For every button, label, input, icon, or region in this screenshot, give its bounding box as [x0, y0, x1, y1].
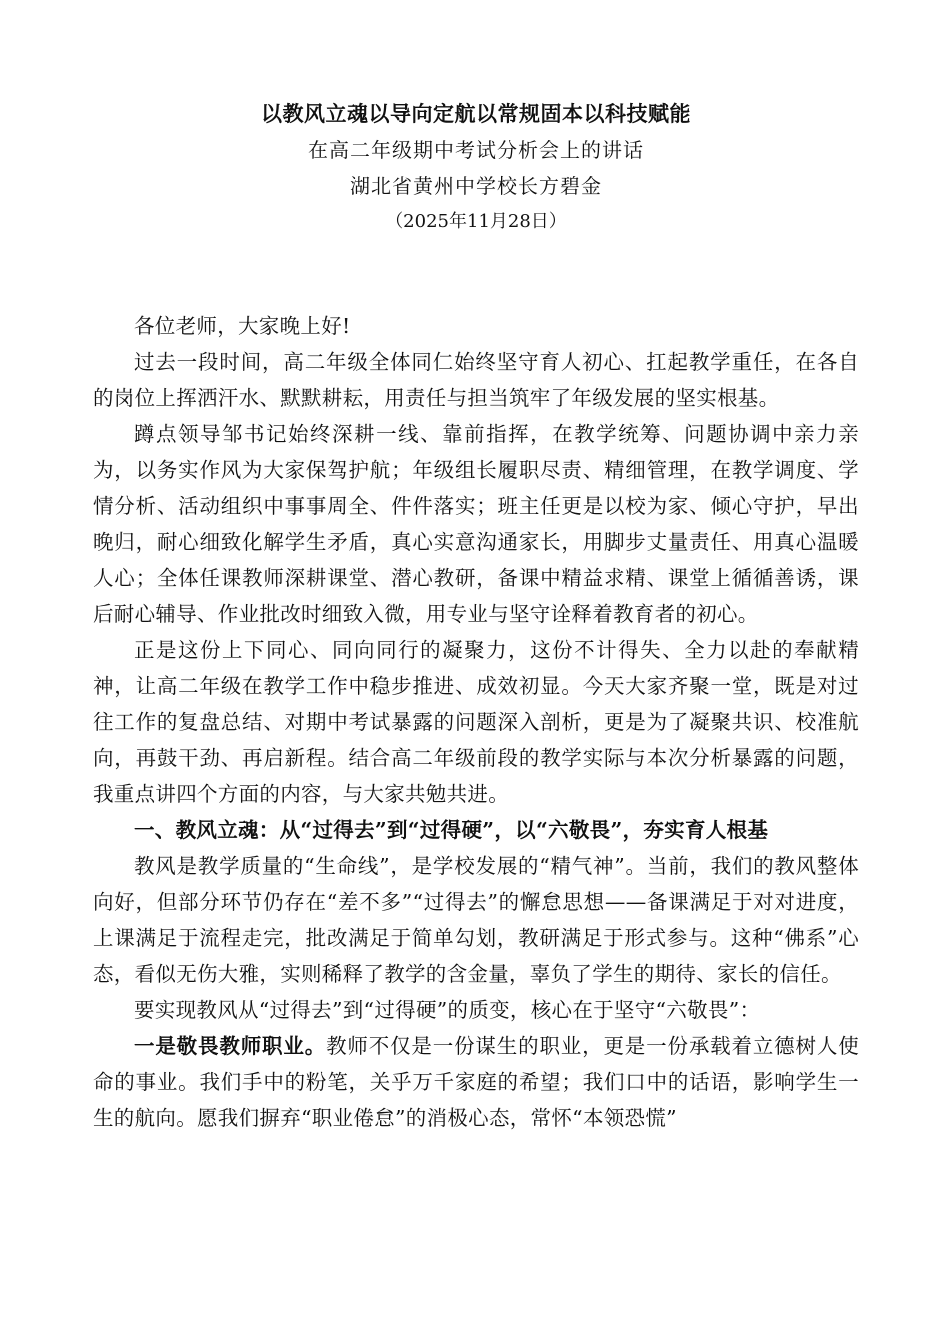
document-date: （2025年11月28日） — [385, 211, 567, 232]
paragraph-lead-bold: 一是敬畏教师职业。 — [134, 1034, 327, 1058]
spacer — [93, 240, 859, 308]
body-paragraph-3: 正是这份上下同心、同向同行的凝聚力，这份不计得失、全力以赴的奉献精神，让高二年级在教学工作中稳步推进、成效初显。今天大家齐聚一堂，既是对过往工作的复盘总结、对期中考试暴露的问题深入剖析，更是为了凝聚共识、校准航向，再鼓干劲、再启新程。结合高二年级前段的教学实际与本次分析暴露的问题，我重点讲四个方面的内容，与大家共勉共进。 — [93, 638, 859, 806]
document-page — [93, 96, 859, 1136]
body-paragraph-4: 教风是教学质量的“生命线”，是学校发展的“精气神”。当前，我们的教风整体向好，但部分环节仍存在“差不多”“过得去”的懈怠思想——备课满足于对对进度，上课满足于流程走完，批改满足于简单勾划，教研满足于形式参与。这种“佛系”心态，看似无伤大雅，实则稀释了教学的含金量，辜负了学生的期待、家长的信任。 — [93, 854, 859, 986]
greeting-paragraph: 各位老师，大家晚上好! — [134, 314, 351, 338]
body-paragraph-1: 过去一段时间，高二年级全体同仁始终坚守育人初心、扛起教学重任，在各自的岗位上挥洒汗水、默默耕耘，用责任与担当筑牢了年级发展的坚实根基。 — [93, 350, 859, 410]
document-title: 以教风立魂以导向定航以常规固本以科技赋能 — [261, 101, 691, 126]
paragraph-text: 教师不仅是一份谋生的职业，更是一份承载着立德树人使命的事业。我们手中的粉笔，关乎万千家庭的希望；我们口中的话语，影响学生一生的航向。愿我们摒弃“职业倦怠”的消极心态，常怀“本领恐慌” — [93, 1034, 860, 1130]
body-paragraph-2: 蹲点领导邹书记始终深耕一线、靠前指挥，在教学统筹、问题协调中亲力亲为，以务实作风为大家保驾护航；年级组长履职尽责、精细管理，在教学调度、学情分析、活动组织中事事周全、件件落实；班主任更是以校为家、倾心守护，早出晚归，耐心细致化解学生矛盾，真心实意沟通家长，用脚步丈量责任、用真心温暖人心；全体任课教师深耕课堂、潜心教研，备课中精益求精、课堂上循循善诱，课后耐心辅导、作业批改时细致入微，用专业与坚守诠释着教育者的初心。 — [93, 422, 859, 626]
body-paragraph-6 — [93, 1028, 859, 1136]
document-subtitle: 在高二年级期中考试分析会上的讲话 — [308, 138, 644, 162]
section-heading-1: 一、教风立魂：从“过得去”到“过得硬”，以“六敬畏”，夯实育人根基 — [134, 818, 769, 842]
body-paragraph-5: 要实现教风从“过得去”到“过得硬”的质变，核心在于坚守“六敬畏”： — [134, 998, 761, 1022]
document-author: 湖北省黄州中学校长方碧金 — [350, 174, 602, 198]
